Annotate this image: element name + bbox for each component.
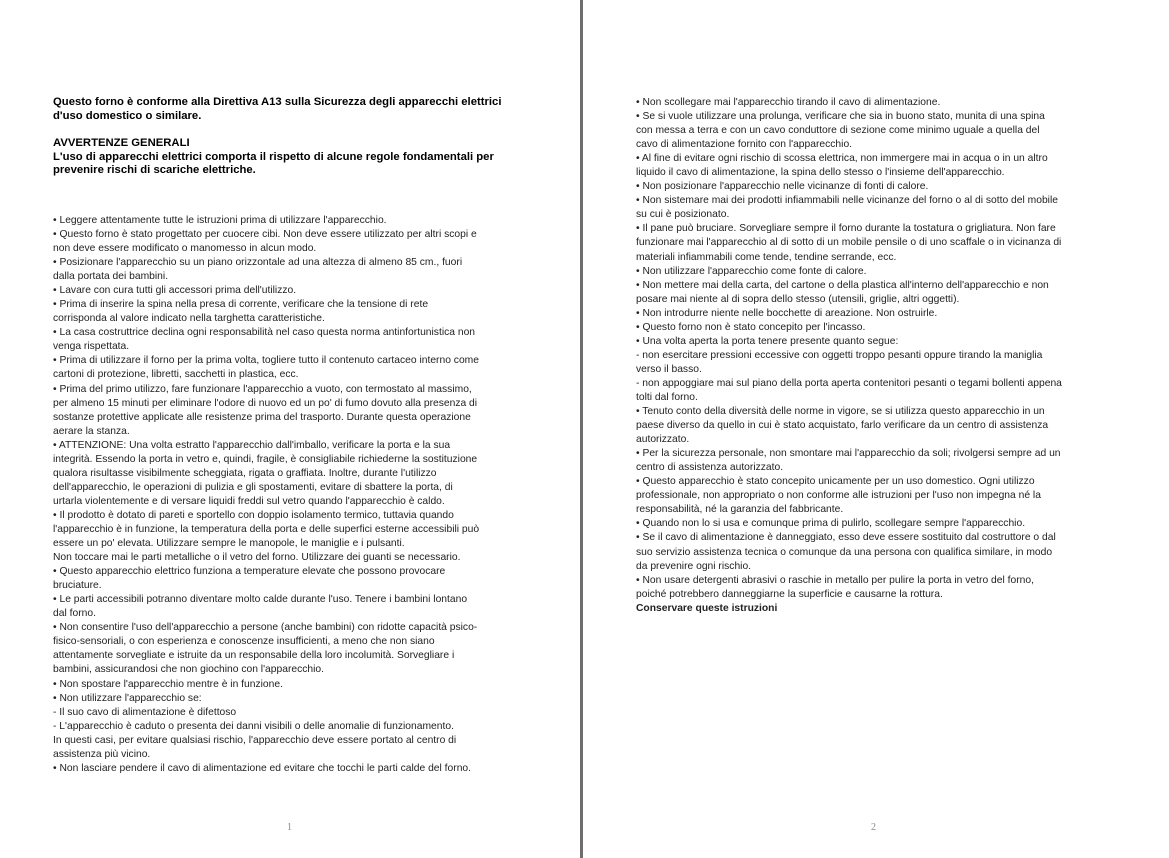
text-line: suo servizio assistenza tecnica o comunque da una persona con qualifica similare, in modo [636,546,1053,558]
text-line: • Una volta aperta la porta tenere presente quanto segue: [636,335,899,347]
text-line: autorizzato. [636,434,690,446]
document-page-1 [0,0,580,858]
text-line: cavo di alimentazione fornito con l'apparecchio. [636,139,853,151]
text-line: Non toccare mai le parti metalliche o il vetro del forno. Utilizzare dei guanti se necessario. [53,552,461,564]
text-line: • Non posizionare l'apparecchio nelle vicinanze di fonti di calore. [636,181,929,193]
text-line: • Non scollegare mai l'apparecchio tirando il cavo di alimentazione. [636,97,941,108]
text-line: bruciature. [53,580,102,592]
text-line: In questi casi, per evitare qualsiasi rischio, l'apparecchio deve essere portato al centro di [53,734,457,746]
text-line: • ATTENZIONE: Una volta estratto l'apparecchio dall'imballo, verificare la porta e la sua [53,439,451,451]
text-line: aerare la stanza. [53,425,130,437]
text-line: funzionare mai l'apparecchio al di sotto di un mobile pensile o di uno scaffale o in vicinanza di [636,237,1062,249]
text-line: • Tenuto conto della diversità delle norme in vigore, se si utilizza questo apparecchio in un [636,406,1045,418]
text-line: • Prima di inserire la spina nella presa di corrente, verificare che la tensione di rete [53,299,429,311]
section-subtitle-line-1: L'uso di apparecchi elettrici comporta il rispetto di alcune regole fondamentali per [53,150,494,163]
text-line: • Al fine di evitare ogni rischio di scossa elettrica, non immergere mai in acqua o in un altro [636,153,1048,165]
section-subtitle-line-2: prevenire rischi di scariche elettriche. [53,164,256,177]
text-line: venga rispettata. [53,341,130,353]
page-2-text-body [636,96,1106,602]
text-line: responsabilità, né la garanzia del fabbricante. [636,504,844,516]
text-line: • Posizionare l'apparecchio su un piano orizzontale ad una altezza di almeno 85 cm., fuori [53,257,463,269]
text-line: non deve essere modificato o manomesso in alcun modo. [53,243,317,255]
text-line: • Non spostare l'apparecchio mentre è in funzione. [53,678,283,690]
text-line: • La casa costruttrice declina ogni responsabilità nel caso questa norma antinfortunistica non [53,327,476,339]
text-line: • Non introdurre niente nelle bocchette di areazione. Non ostruirle. [636,307,938,319]
document-title-line-1: Questo forno è conforme alla Direttiva A13 sulla Sicurezza degli apparecchi elettrici [53,96,502,108]
text-line: con messa a terra e con un cavo conduttore di sezione come minimo uguale a quella del [636,125,1040,137]
text-line: • Questo forno non è stato concepito per l'incasso. [636,321,866,333]
text-line: • Non mettere mai della carta, del cartone o della plastica all'interno dell'apparecchio e non [636,279,1049,291]
text-line: urtarla violentemente e di versare liquidi freddi sul vetro quando l'apparecchio è caldo. [53,495,445,507]
text-line: integrità. Essendo la porta in vetro e, quindi, fragile, è consigliabile richiederne la sostituzione [53,453,478,465]
text-line: • Il pane può bruciare. Sorvegliare sempre il forno durante la tostatura o grigliatura. Non fare [636,223,1056,235]
text-line: • Prima del primo utilizzo, fare funzionare l'apparecchio a vuoto, con termostato al massimo, [53,383,472,395]
closing-note: Conservare queste istruzioni [636,602,778,614]
page-1-content [53,96,531,776]
section-title: AVVERTENZE GENERALI [53,137,190,150]
text-line: • Leggere attentamente tutte le istruzioni prima di utilizzare l'apparecchio. [53,214,387,226]
text-line: - non esercitare pressioni eccessive con oggetti troppo pesanti oppure tirando la maniglia [636,349,1043,361]
text-line: sostanze protettive applicate alle resistenze prima del trasporto. Durante questa operazione [53,411,471,423]
text-line: - non appoggiare mai sul piano della porta aperta contenitori pesanti o tegami bollenti appena [636,377,1062,389]
text-line: su cui è posizionato. [636,209,730,221]
text-line: liquido il cavo di alimentazione, la spina dello stesso o l'insieme dell'apparecchio. [636,167,1005,179]
text-line: l'apparecchio è in funzione, la temperatura della porta e delle superfici esterne accessibili può [53,524,480,535]
page-1-text-body [53,214,531,776]
text-line: professionale, non appropriato o non conforme alle istruzioni per l'uso non impegna né la [636,490,1041,502]
text-line: • Non lasciare pendere il cavo di alimentazione ed evitare che tocchi le parti calde del forno. [53,762,472,774]
text-line: • Prima di utilizzare il forno per la prima volta, togliere tutto il contenuto cartaceo interno come [53,355,479,367]
text-line: attentamente sorvegliate e istruite da un responsabile della loro incolumità. Sorvegliare i [53,650,455,662]
text-line: - Il suo cavo di alimentazione è difettoso [53,706,237,718]
text-line: tolti dal forno. [636,391,698,403]
document-title-line-2: d'uso domestico o similare. [53,109,202,122]
text-line: dell'apparecchio, le operazioni di pulizia e gli spostamenti, evitare di sbattere la porta, di [53,481,453,493]
page-number: 1 [287,822,292,833]
text-line: • Le parti accessibili potranno diventare molto calde durante l'uso. Tenere i bambini lontano [53,594,468,606]
text-line: • Non utilizzare l'apparecchio se: [53,692,202,704]
text-line: • Non sistemare mai dei prodotti infiammabili nelle vicinanze del forno o al di sotto del mobile [636,195,1058,207]
text-line: • Questo apparecchio è stato concepito unicamente per un uso domestico. Ogni utilizzo [636,476,1035,488]
text-line: centro di assistenza autorizzato. [636,462,784,474]
text-line: fisico-sensoriali, o con esperienza e conoscenze insufficienti, a meno che non siano [53,636,435,648]
text-line: essere un po' elevata. Utilizzare sempre le manopole, le maniglie e i pulsanti. [53,538,405,550]
text-line: • Non usare detergenti abrasivi o raschie in metallo per pulire la porta in vetro del forno, [636,574,1034,586]
text-line: corrisponda al valore indicato nella targhetta caratteristiche. [53,313,325,325]
text-line: • Questo apparecchio elettrico funziona a temperature elevate che possono provocare [53,566,446,578]
text-line: poiché potrebbero danneggiarne la superficie e causarne la rottura. [636,588,943,600]
text-line: da prevenire ogni rischio. [636,560,752,572]
page-number: 2 [871,822,876,833]
text-line: paese diverso da quello in cui è stato acquistato, farlo verificare da un centro di assistenza [636,420,1049,432]
text-line: • Per la sicurezza personale, non smontare mai l'apparecchio da soli; rivolgersi sempre ad un [636,448,1061,460]
text-line: cartoni di protezione, libretti, sacchetti in plastica, ecc. [53,369,299,381]
text-line: dal forno. [53,608,96,620]
text-line: verso il basso. [636,363,702,375]
document-page-2 [583,0,1169,858]
text-line: • Se si vuole utilizzare una prolunga, verificare che sia in buono stato, munita di una spina [636,111,1045,123]
text-line: per almeno 15 minuti per eliminare l'odore di nuovo ed un po' di fumo dovuto alla presenza di [53,397,478,409]
text-line: bambini, assicurandosi che non giochino con l'apparecchio. [53,664,324,676]
text-line: assistenza più vicino. [53,748,151,760]
text-line: qualora risultasse visibilmente scheggiata, rigata o graffiata. Inoltre, durante l'utilizzo [53,467,437,479]
text-line: • Il prodotto è dotato di pareti e sportello con doppio isolamento termico, tuttavia quando [53,509,454,521]
text-line: • Se il cavo di alimentazione è danneggiato, esso deve essere sostituito dal costruttore o dal [636,532,1056,544]
text-line: • Questo forno è stato progettato per cuocere cibi. Non deve essere utilizzato per altri scopi e [53,229,477,241]
text-line: posare mai niente al di sopra dello stesso (utensili, griglie, altri oggetti). [636,293,960,305]
text-line: - L'apparecchio è caduto o presenta dei danni visibili o delle anomalie di funzionamento. [53,720,454,732]
text-line: dalla portata dei bambini. [53,271,169,283]
page-2-content [636,96,1106,616]
text-line: • Non utilizzare l'apparecchio come fonte di calore. [636,265,867,277]
text-line: materiali infiammabili come tende, tendine serrande, ecc. [636,251,897,263]
text-line: • Lavare con cura tutti gli accessori prima dell'utilizzo. [53,285,297,297]
text-line: • Non consentire l'uso dell'apparecchio a persone (anche bambini) con ridotte capacità psico- [53,622,478,634]
text-line: • Quando non lo si usa e comunque prima di pulirlo, scollegare sempre l'apparecchio. [636,518,1026,530]
